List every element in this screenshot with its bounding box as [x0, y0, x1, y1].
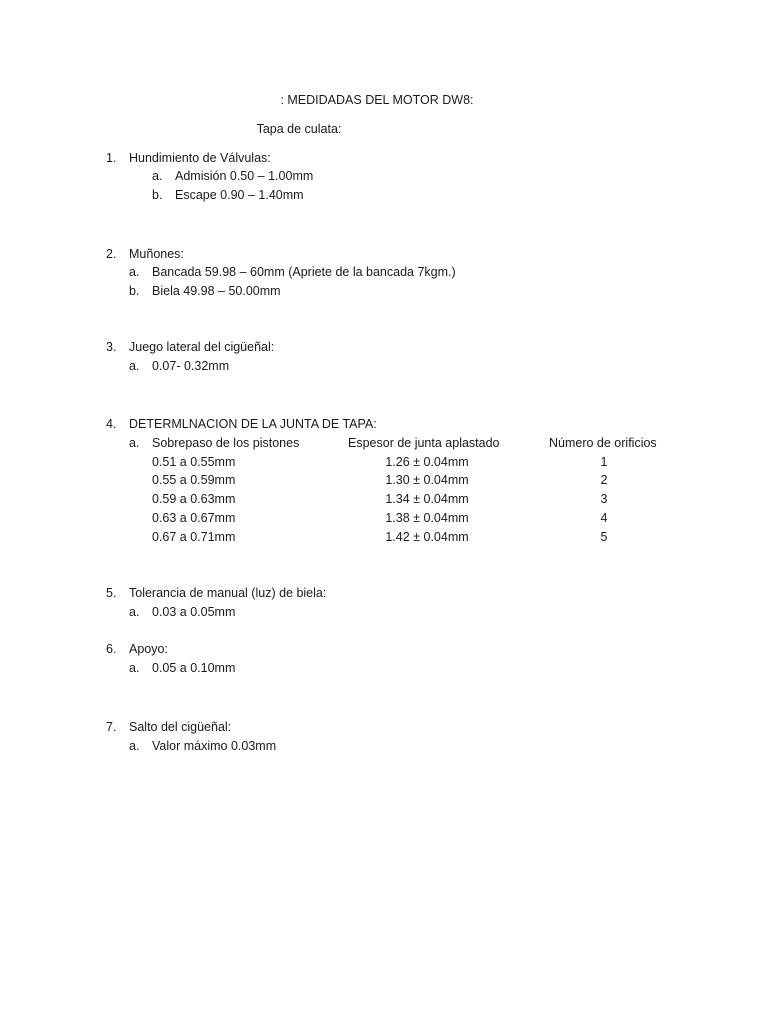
section-number: 5.	[106, 586, 117, 600]
table-header-thickness: Espesor de junta aplastado	[348, 436, 500, 450]
table-cell-thickness: 1.42 ± 0.04mm	[385, 530, 469, 544]
table-cell-overhang: 0.59 a 0.63mm	[152, 492, 236, 506]
table-cell-holes: 5	[600, 530, 608, 544]
table-cell-overhang: 0.51 a 0.55mm	[152, 455, 236, 469]
item-text: 0.03 a 0.05mm	[152, 605, 236, 619]
section-heading: Muñones:	[129, 247, 184, 261]
section-number: 2.	[106, 247, 117, 261]
item-letter: a.	[129, 661, 140, 675]
table-cell-thickness: 1.26 ± 0.04mm	[385, 455, 469, 469]
item-letter: a.	[129, 436, 140, 450]
table-cell-holes: 4	[600, 511, 608, 525]
section-number: 6.	[106, 642, 117, 656]
table-cell-thickness: 1.30 ± 0.04mm	[385, 473, 469, 487]
section-number: 3.	[106, 340, 117, 354]
item-letter: a.	[152, 169, 163, 183]
section-heading: DETERMLNACION DE LA JUNTA DE TAPA:	[129, 417, 377, 431]
section-number: 4.	[106, 417, 117, 431]
table-cell-overhang: 0.67 a 0.71mm	[152, 530, 236, 544]
table-cell-overhang: 0.55 a 0.59mm	[152, 473, 236, 487]
document-title: : MEDIDADAS DEL MOTOR DW8:	[280, 93, 474, 107]
table-cell-holes: 2	[600, 473, 608, 487]
section-number: 1.	[106, 151, 117, 165]
item-letter: b.	[152, 188, 163, 202]
section-heading: Hundimiento de Válvulas:	[129, 151, 271, 165]
table-header-holes: Número de orificios	[549, 436, 657, 450]
section-number: 7.	[106, 720, 117, 734]
section-heading: Salto del cigüeñal:	[129, 720, 232, 734]
item-text: Admisión 0.50 – 1.00mm	[175, 169, 314, 183]
item-text: Biela 49.98 – 50.00mm	[152, 284, 281, 298]
section-heading: Juego lateral del cigüeñal:	[129, 340, 275, 354]
table-cell-thickness: 1.38 ± 0.04mm	[385, 511, 469, 525]
table-cell-holes: 3	[600, 492, 608, 506]
table-cell-overhang: 0.63 a 0.67mm	[152, 511, 236, 525]
document-subtitle: Tapa de culata:	[256, 122, 342, 136]
item-letter: b.	[129, 284, 140, 298]
item-text: Bancada 59.98 – 60mm (Apriete de la bancada 7kgm.)	[152, 265, 456, 279]
item-text: Escape 0.90 – 1.40mm	[175, 188, 304, 202]
item-text: 0.05 a 0.10mm	[152, 661, 236, 675]
section-heading: Apoyo:	[129, 642, 168, 656]
item-text: 0.07- 0.32mm	[152, 359, 230, 373]
table-cell-holes: 1	[600, 455, 608, 469]
item-letter: a.	[129, 265, 140, 279]
table-cell-thickness: 1.34 ± 0.04mm	[385, 492, 469, 506]
section-heading: Tolerancia de manual (luz) de biela:	[129, 586, 327, 600]
table-header-overhang: Sobrepaso de los pistones	[152, 436, 300, 450]
item-letter: a.	[129, 359, 140, 373]
item-text: Valor máximo 0.03mm	[152, 739, 277, 753]
item-letter: a.	[129, 739, 140, 753]
item-letter: a.	[129, 605, 140, 619]
